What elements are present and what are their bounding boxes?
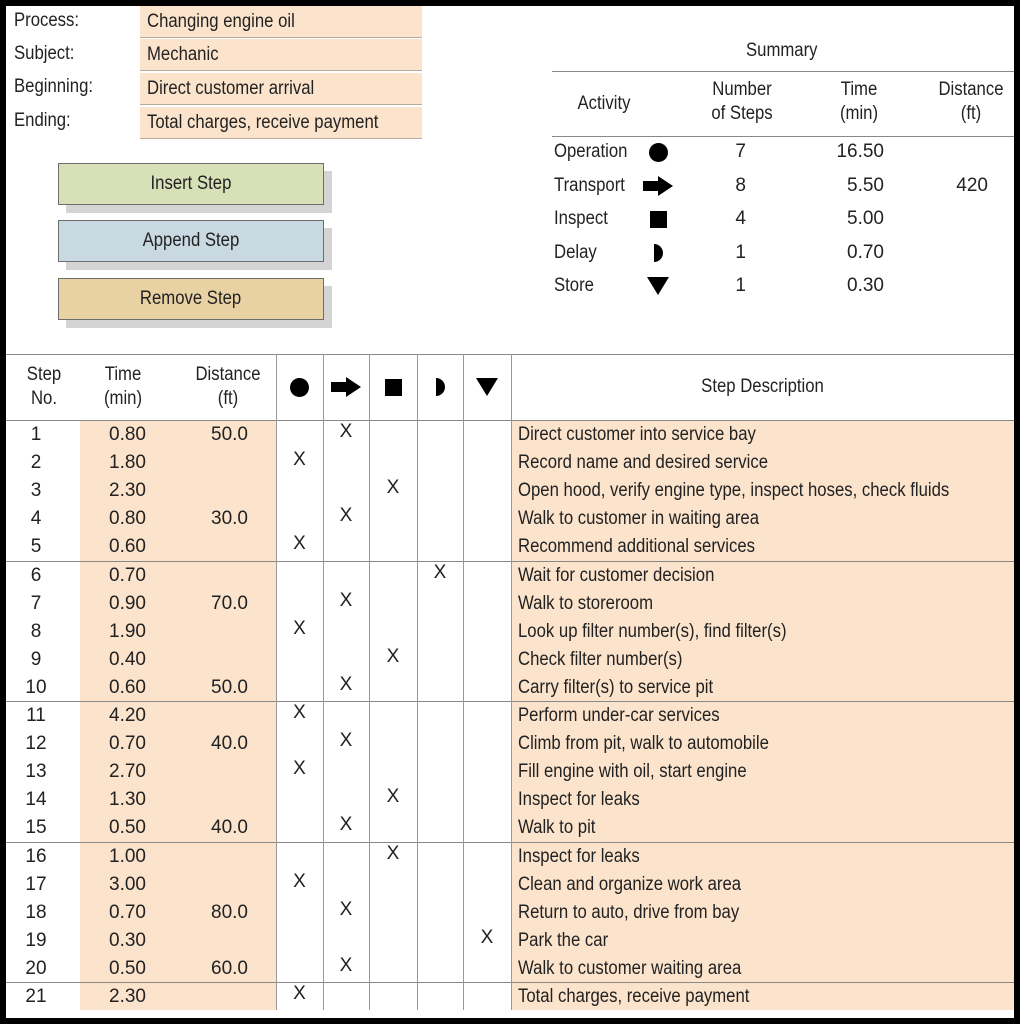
step-number: 13 (25, 761, 47, 783)
subject-label: Subject: (14, 43, 75, 64)
ending-value[interactable]: Total charges, receive payment (140, 107, 422, 139)
step-type-mark[interactable]: X (293, 758, 306, 780)
summary-time-value: 16.50 (836, 141, 884, 162)
step-type-mark[interactable]: X (293, 617, 306, 639)
step-type-mark[interactable]: X (339, 421, 353, 442)
table-row[interactable] (6, 786, 1014, 814)
table-row[interactable] (6, 758, 1014, 786)
step-number: 20 (25, 957, 47, 979)
table-row[interactable] (6, 533, 1014, 561)
step-time: 0.70 (109, 901, 146, 923)
table-row[interactable] (6, 590, 1014, 618)
step-time: 1.80 (109, 452, 146, 474)
step-description: Record name and desired service (518, 452, 769, 474)
subject-value[interactable]: Mechanic (140, 39, 422, 71)
header-distance: Distance (ft) (195, 364, 261, 409)
step-distance: 50.0 (211, 424, 248, 445)
step-type-mark[interactable]: X (293, 449, 306, 471)
step-time: 0.60 (109, 536, 146, 558)
step-number: 2 (30, 452, 42, 474)
step-number: 21 (25, 986, 47, 1007)
table-row[interactable] (6, 477, 1014, 505)
summary-header-activity: Activity (577, 93, 631, 114)
step-type-mark[interactable]: X (480, 926, 494, 948)
step-description: Look up filter number(s), find filter(s) (518, 620, 787, 642)
circle-icon (649, 143, 668, 162)
table-row[interactable] (6, 983, 1014, 1011)
summary-activity-store: Store (554, 275, 594, 297)
step-description: Walk to storeroom (518, 592, 654, 614)
step-time: 4.20 (109, 705, 146, 726)
square-icon (650, 211, 667, 228)
beginning-value[interactable]: Direct customer arrival (140, 73, 422, 105)
summary-symbol-circle (642, 138, 674, 166)
table-row[interactable] (6, 562, 1014, 590)
beginning-label: Beginning: (14, 76, 94, 97)
step-description: Return to auto, drive from bay (518, 901, 740, 923)
summary-steps-value: 1 (735, 241, 746, 263)
step-distance: 50.0 (211, 676, 248, 698)
summary-activity-inspect: Inspect (554, 208, 608, 230)
step-description: Open hood, verify engine type, inspect hoses, check fluids (518, 480, 950, 502)
summary-activity-delay: Delay (554, 241, 597, 263)
table-row[interactable] (6, 843, 1014, 871)
header-step-no: Step No. (26, 364, 62, 409)
step-type-mark[interactable]: X (386, 786, 400, 808)
table-row[interactable] (6, 646, 1014, 674)
step-description: Park the car (518, 929, 609, 951)
step-type-mark[interactable]: X (293, 702, 306, 723)
summary-header-distance: Distance (ft) (938, 79, 1004, 124)
step-type-mark[interactable]: X (293, 870, 306, 892)
summary-header-time: Time (min) (839, 79, 879, 124)
step-distance: 40.0 (211, 733, 248, 755)
summary-time-value: 0.70 (847, 241, 884, 263)
step-type-mark[interactable]: X (339, 673, 353, 695)
header-symbol-square (369, 354, 417, 420)
step-description: Wait for customer decision (518, 564, 715, 586)
summary-steps-value: 8 (735, 174, 746, 196)
circle-icon (290, 378, 309, 397)
step-type-mark[interactable]: X (339, 589, 353, 611)
summary-title: Summary (746, 40, 818, 61)
step-number: 11 (26, 705, 46, 726)
step-number: 1 (30, 424, 42, 445)
step-time: 0.80 (109, 424, 146, 445)
step-time: 0.70 (109, 733, 146, 755)
summary-top-rule (552, 71, 1014, 72)
step-type-mark[interactable]: X (339, 814, 353, 836)
step-type-mark[interactable]: X (339, 505, 353, 527)
step-description: Clean and organize work area (518, 873, 742, 895)
process-label: Process: (14, 10, 80, 31)
step-number: 6 (30, 564, 42, 586)
step-time: 0.60 (109, 676, 146, 698)
table-row[interactable] (6, 814, 1014, 842)
process-value[interactable]: Changing engine oil (140, 6, 422, 38)
step-time: 0.30 (109, 929, 146, 951)
table-row[interactable] (6, 449, 1014, 477)
summary-steps-value: 7 (735, 141, 746, 162)
arrow-icon (331, 377, 361, 397)
table-row[interactable] (6, 505, 1014, 533)
step-distance: 60.0 (211, 957, 248, 979)
step-type-mark[interactable]: X (386, 645, 400, 667)
half-circle-icon (436, 378, 445, 396)
table-row[interactable] (6, 899, 1014, 927)
step-description: Walk to customer in waiting area (518, 508, 759, 530)
summary-activity-transport: Transport (554, 174, 625, 196)
step-type-mark[interactable]: X (433, 561, 447, 583)
step-type-mark[interactable]: X (293, 533, 306, 555)
half-circle-icon (654, 244, 663, 262)
table-row[interactable] (6, 618, 1014, 646)
step-number: 19 (25, 929, 47, 951)
summary-steps-value: 4 (735, 208, 746, 230)
step-time: 3.00 (109, 873, 146, 895)
step-number: 4 (30, 508, 42, 530)
step-type-mark[interactable]: X (339, 954, 353, 976)
header-step-description: Step Description (701, 376, 824, 397)
step-description: Inspect for leaks (518, 789, 640, 811)
insert-step-button[interactable]: Insert Step (58, 163, 324, 205)
summary-distance-value: 420 (956, 174, 988, 196)
process-chart-frame (6, 6, 1014, 1018)
step-description: Walk to pit (518, 817, 596, 839)
table-row[interactable] (6, 955, 1014, 983)
header-symbol-triangle (463, 354, 511, 420)
summary-symbol-triangle (642, 272, 674, 300)
table-row[interactable] (6, 702, 1014, 730)
ending-label: Ending: (14, 110, 71, 131)
step-description: Walk to customer waiting area (518, 957, 742, 979)
header-symbol-arrow (323, 354, 369, 420)
step-number: 8 (30, 620, 42, 642)
step-time: 1.90 (109, 620, 146, 642)
step-time: 1.00 (109, 845, 146, 867)
summary-time-value: 5.50 (847, 174, 884, 196)
step-type-mark[interactable]: X (293, 983, 306, 1004)
triangle-icon (647, 277, 669, 295)
triangle-icon (476, 378, 498, 396)
summary-symbol-arrow (642, 172, 674, 200)
step-time: 0.80 (109, 508, 146, 530)
step-distance: 30.0 (211, 508, 248, 530)
header-time: Time (min) (103, 364, 143, 409)
step-description: Total charges, receive payment (518, 986, 750, 1007)
step-description: Inspect for leaks (518, 845, 640, 867)
append-step-button[interactable]: Append Step (58, 220, 324, 262)
step-description: Recommend additional services (518, 536, 755, 558)
step-number: 17 (25, 873, 47, 895)
summary-symbol-square (642, 205, 674, 233)
step-description: Check filter number(s) (518, 648, 683, 670)
summary-time-value: 0.30 (847, 275, 884, 297)
step-description: Climb from pit, walk to automobile (518, 733, 769, 755)
step-number: 7 (30, 592, 42, 614)
step-type-mark[interactable]: X (386, 842, 400, 864)
step-distance: 70.0 (211, 592, 248, 614)
step-time: 2.70 (109, 761, 146, 783)
square-icon (385, 379, 402, 396)
step-time: 0.90 (109, 592, 146, 614)
step-time: 0.50 (109, 957, 146, 979)
step-number: 18 (25, 901, 47, 923)
header-symbol-circle (276, 354, 323, 420)
remove-step-button[interactable]: Remove Step (58, 278, 324, 320)
step-distance: 80.0 (211, 901, 248, 923)
step-distance: 40.0 (211, 817, 248, 839)
step-type-mark[interactable]: X (339, 730, 353, 752)
summary-steps-value: 1 (735, 275, 746, 297)
step-time: 2.30 (109, 986, 146, 1007)
step-number: 5 (30, 536, 42, 558)
step-description: Direct customer into service bay (518, 424, 756, 445)
table-row[interactable] (6, 421, 1014, 449)
arrow-icon (643, 176, 673, 196)
step-number: 10 (25, 676, 47, 698)
step-number: 14 (25, 789, 47, 811)
step-type-mark[interactable]: X (386, 477, 400, 499)
step-time: 0.50 (109, 817, 146, 839)
summary-header-rule (552, 136, 1014, 137)
step-time: 1.30 (109, 789, 146, 811)
header-symbol-half-circle (417, 354, 463, 420)
step-number: 12 (25, 733, 47, 755)
step-number: 15 (25, 817, 47, 839)
table-row[interactable] (6, 730, 1014, 758)
table-row[interactable] (6, 927, 1014, 955)
step-number: 16 (25, 845, 47, 867)
step-time: 0.70 (109, 564, 146, 586)
step-description: Perform under-car services (518, 705, 720, 726)
step-type-mark[interactable]: X (339, 898, 353, 920)
summary-activity-operation: Operation (554, 141, 628, 162)
step-number: 3 (30, 480, 42, 502)
step-time: 2.30 (109, 480, 146, 502)
step-number: 9 (30, 648, 42, 670)
table-row[interactable] (6, 871, 1014, 899)
summary-header-steps: Number of Steps (711, 79, 773, 124)
step-description: Fill engine with oil, start engine (518, 761, 747, 783)
summary-time-value: 5.00 (847, 208, 884, 230)
step-description: Carry filter(s) to service pit (518, 676, 714, 698)
summary-symbol-half-circle (642, 239, 674, 267)
step-time: 0.40 (109, 648, 146, 670)
table-row[interactable] (6, 674, 1014, 702)
